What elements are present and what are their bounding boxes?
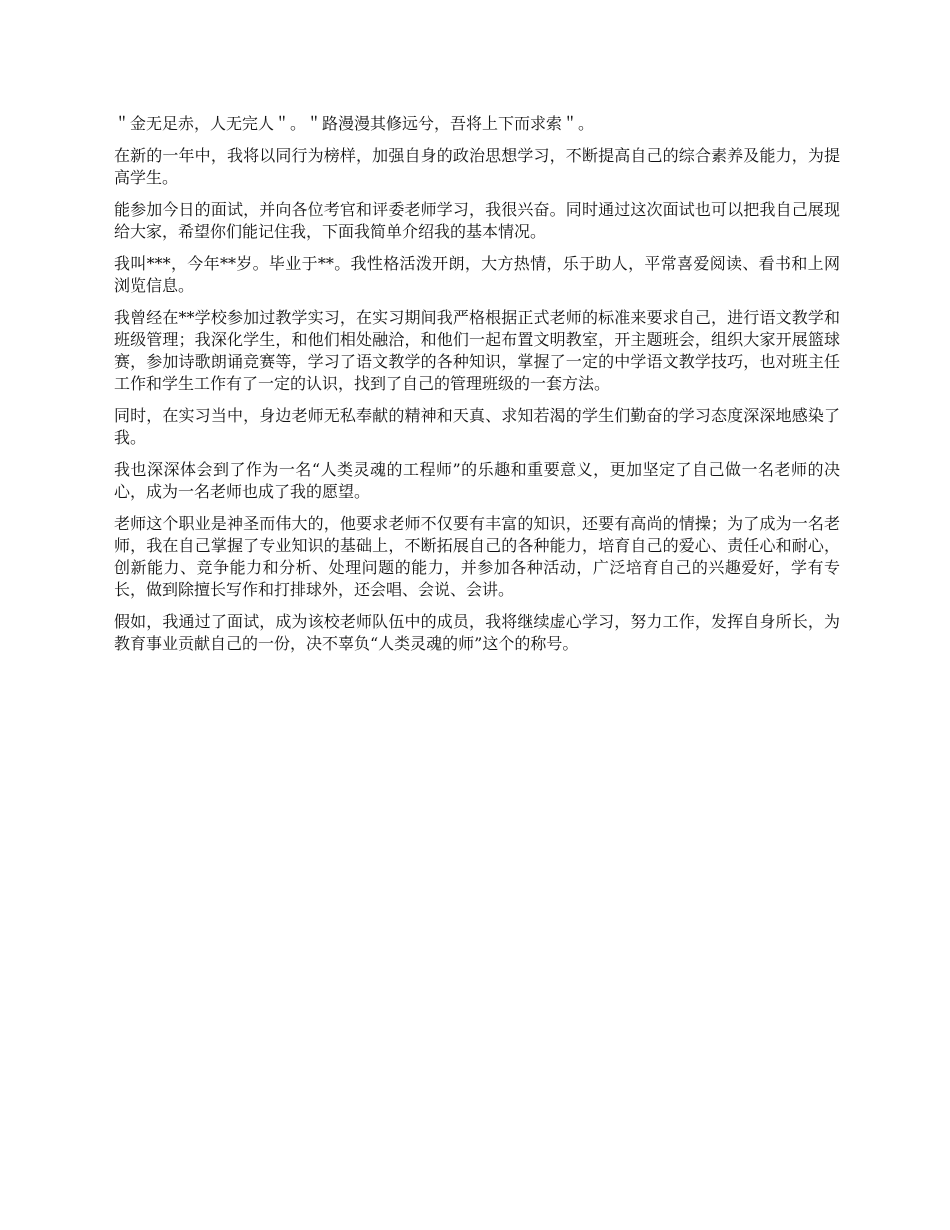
paragraph-new-year: 在新的一年中，我将以同行为榜样，加强自身的政治思想学习，不断提高自己的综合素养及能力，为提高学生。 <box>114 146 840 187</box>
paragraph-inspiration: 同时，在实习当中，身边老师无私奉献的精神和天真、求知若渴的学生们勤奋的学习态度深深地感染了我。 <box>114 406 840 447</box>
paragraph-quote: ＂金无足赤，人无完人＂。＂路漫漫其修远兮，吾将上下而求索＂。 <box>114 114 595 133</box>
paragraph-aspiration: 我也深深体会到了作为一名“人类灵魂的工程师”的乐趣和重要意义，更加坚定了自己做一名老师的决心，成为一名老师也成了我的愿望。 <box>114 460 840 501</box>
paragraph-profession: 老师这个职业是神圣而伟大的，他要求老师不仅要有丰富的知识，还要有高尚的情操；为了成为一名老师，我在自己掌握了专业知识的基础上，不断拓展自己的各种能力，培育自己的爱心、责任心和耐心，创新能力、竞争能力和分析、处理问题的能力，并参加各种活动，广泛培育自己的兴趣爱好，学有专长，做到除擅长写作和打排球外，还会唱、会说、会讲。 <box>114 514 840 599</box>
paragraph-internship: 我曾经在**学校参加过教学实习，在实习期间我严格根据正式老师的标准来要求自己，进行语文教学和班级管理；我深化学生，和他们相处融洽，和他们一起布置文明教室，开主题班会，组织大家开展篮球赛，参加诗歌朗诵竞赛等，学习了语文教学的各种知识，掌握了一定的中学语文教学技巧，也对班主任工作和学生工作有了一定的认识，找到了自己的管理班级的一套方法。 <box>114 308 840 393</box>
paragraph-self-intro: 我叫***，今年**岁。毕业于**。我性格活泼开朗，大方热情，乐于助人，平常喜爱阅读、看书和上网浏览信息。 <box>114 254 840 295</box>
document-page <box>114 113 840 665</box>
paragraph-closing: 假如，我通过了面试，成为该校老师队伍中的成员，我将继续虚心学习，努力工作，发挥自身所长，为教育事业贡献自己的一份，决不辜负“人类灵魂的师”这个的称号。 <box>114 612 840 653</box>
paragraph-interview-intro: 能参加今日的面试，并向各位考官和评委老师学习，我很兴奋。同时通过这次面试也可以把我自己展现给大家，希望你们能记住我，下面我简单介绍我的基本情况。 <box>114 200 840 241</box>
